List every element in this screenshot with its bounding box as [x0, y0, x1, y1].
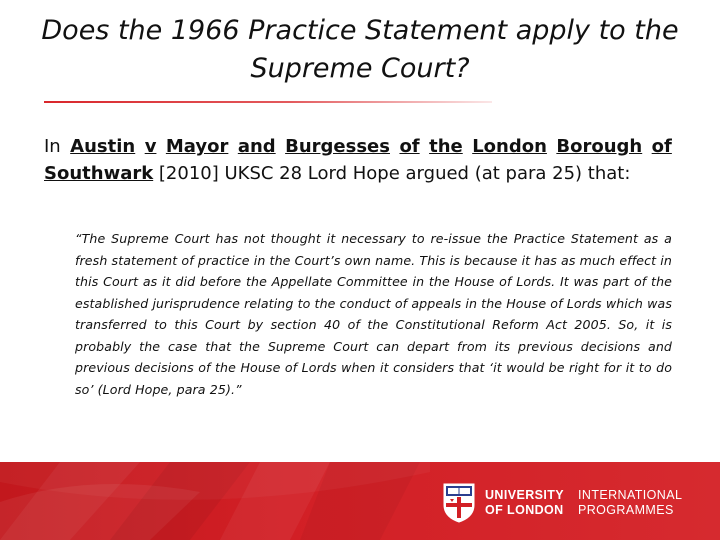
- university-logo: [443, 480, 682, 526]
- intro-word: In: [44, 136, 61, 157]
- case-name-word: Burgesses: [285, 136, 390, 157]
- case-name-word: and: [237, 136, 276, 157]
- case-name-word: Borough: [556, 136, 643, 157]
- judgment-quote: “The Supreme Court has not thought it necessary to re-issue the Practice Statement as a fresh statement of practice in the Court’s own name. This is because it has as much effect in this Court as it did before the Appellate Committee in the House of Lords. It was part of the established jurisprudence relating to the conduct of appeals in the House of Lords which was transferred to this Court by section 40 of the Constitutional Reform Act 2005. So, it is probably the case that the Supreme Court can depart from its previous decisions and previous decisions of the House of Lords when it considers that ‘it would be right for it to do so’ (Lord Hope, para 25).”: [75, 231, 672, 397]
- programme-name: [578, 488, 682, 518]
- intro-line-2: [44, 160, 672, 187]
- case-name-word: of: [651, 136, 672, 157]
- intro-line-1: [44, 133, 672, 160]
- logo-line-1: UNIVERSITY: [485, 488, 565, 502]
- programme-line-2: PROGRAMMES: [578, 503, 674, 517]
- slide-title: Does the 1966 Practice Statement apply to the Supreme Court?: [41, 15, 679, 84]
- programme-line-1: INTERNATIONAL: [578, 488, 683, 502]
- university-crest-icon: [443, 483, 475, 523]
- case-name-word: of: [399, 136, 420, 157]
- intro-citation-text: [2010] UKSC 28 Lord Hope argued (at para 25) that:: [153, 163, 631, 184]
- title-divider: [44, 101, 492, 103]
- case-name-word: London: [472, 136, 547, 157]
- case-name-word: Mayor: [165, 136, 229, 157]
- case-name-word: v: [144, 136, 157, 157]
- case-name-word: Southwark: [44, 163, 154, 184]
- case-name-word: the: [429, 136, 463, 157]
- intro-paragraph: [44, 133, 672, 187]
- university-name: [485, 488, 564, 518]
- case-name-word: Austin: [70, 136, 136, 157]
- logo-line-2: OF LONDON: [485, 503, 564, 517]
